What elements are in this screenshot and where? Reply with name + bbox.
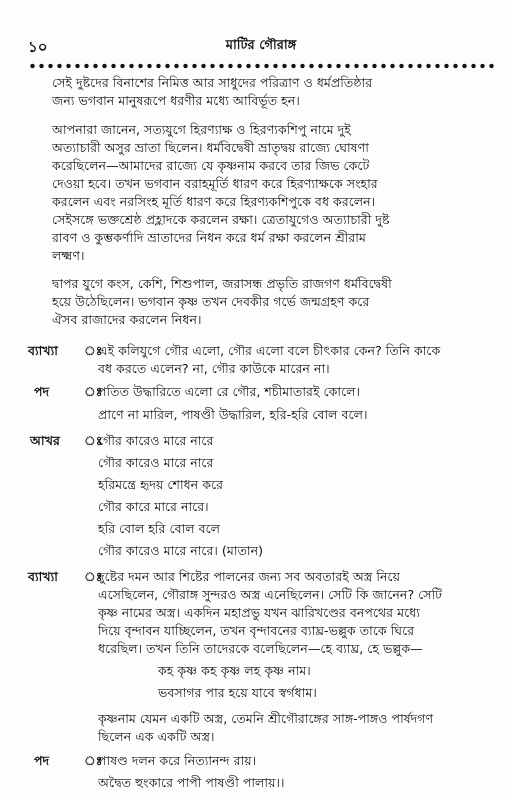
body-line: করলেন এবং নরসিংহ মূর্তি ধারণ করে হিরণ্যকশিপুকে বধ করলেন। bbox=[52, 194, 376, 209]
body-line: দ্বাপর যুগে কংস, কেশি, শিশুপাল, জরাসন্ধ প্রভৃতি রাজগণ ধর্মবিদ্বেষী bbox=[52, 276, 392, 291]
body-line: অত্যাচারী অসুর ভ্রাতা ছিলেন। ধর্মবিদ্বেষী ভ্রাতৃদ্বয় রাজ্যে ঘোষণা bbox=[52, 140, 369, 155]
body-line: আপনারা জানেন, সত্যযুগে হিরণ্যাক্ষ ও হিরণ্যকশিপু নামে দুই bbox=[52, 122, 351, 137]
page-header bbox=[28, 36, 494, 56]
verse-line: কহ কৃষ্ণ কহ কৃষ্ণ লহ কৃষ্ণ নাম। bbox=[158, 663, 311, 678]
section-label-vyakhya: ব্যাখ্যা bbox=[28, 569, 58, 584]
verse-line: হরি বোল হরি বোল বলে bbox=[98, 521, 221, 536]
verse-line: অদ্বৈত হুংকারে পাপী পাষণ্ডী পালায়।। bbox=[98, 775, 285, 790]
verse-line: গৌর কারেও মারে নারে। (মাতান) bbox=[98, 543, 264, 558]
verse-line: ভবসাগর পার হয়ে যাবে স্বর্গধাম। bbox=[158, 685, 317, 700]
body-line: কৃষ্ণনাম যেমন একটি অস্ত্র, তেমনি শ্রীগৌরাঙ্গের সাঙ্গ-পাঙ্গও পার্ষদগণ bbox=[98, 711, 434, 726]
label-colon: ঃ bbox=[84, 753, 103, 768]
page-number: ১০ bbox=[28, 38, 48, 56]
body-line: দেওয়া হবে। তখন ভগবান বরাহমূর্তি ধারণ করে হিরণ্যাক্ষকে সংহার bbox=[52, 176, 378, 191]
body-line: লক্ষ্মণ। bbox=[52, 248, 85, 263]
label-colon: ঃ bbox=[84, 433, 103, 448]
verse-line: গৌর কারে মারে নারে। bbox=[98, 499, 209, 514]
verse-line: পাষণ্ড দলন করে নিত্যানন্দ রায়। bbox=[98, 753, 257, 768]
body-line: সেই দুষ্টদের বিনাশের নিমিত্ত আর সাধুদের পরিত্রাণ ও ধর্মপ্রতিষ্ঠার bbox=[52, 75, 373, 90]
body-line: কৃষ্ণ নামের অস্ত্র। একদিন মহাপ্রভু যখন ঝারিখণ্ডের বনপথের মধ্যে bbox=[98, 605, 420, 620]
body-line: করেছিলেন—আমাদের রাজ্যে যে কৃষ্ণনাম করবে তার জিভ কেটে bbox=[52, 158, 370, 173]
body-line: সেইসঙ্গে ভক্তশ্রেষ্ঠ প্রহ্লাদকে করলেন রক্ষা। ত্রেতাযুগেও অত্যাচারী দুষ্ট bbox=[52, 212, 390, 227]
body-line: ধরেছিল। তখন তিনি তাদেরকে বলেছিলেন—হে ব্যাঘ্র, হে ভল্লুক— bbox=[98, 641, 423, 656]
dotted-divider bbox=[28, 63, 496, 69]
body-line: ছিলেন এক একটি অস্ত্র। bbox=[98, 729, 215, 744]
section-label-vyakhya: ব্যাখ্যা bbox=[28, 343, 58, 358]
body-line: এসেছিলেন, গৌরাঙ্গ সুন্দরও অস্ত্র এনেছিলেন। সেটি কি জানেন? সেটি bbox=[98, 587, 443, 602]
body-line: দুষ্টের দমন আর শিষ্টের পালনের জন্য সব অবতারই অস্ত্র নিয়ে bbox=[98, 569, 401, 584]
label-colon: ঃ bbox=[84, 384, 103, 399]
label-colon: ঃ bbox=[84, 569, 103, 584]
verse-line: গৌর কারেও মারে নারে bbox=[98, 455, 214, 470]
body-line: রাবণ ও কুম্ভকর্ণাদি ভ্রাতাদের নিধন করে ধর্ম রক্ষা করলেন শ্রীরাম bbox=[52, 230, 366, 245]
body-line: হয়ে উঠেছিলেন। ভগবান কৃষ্ণ তখন দেবকীর গর্ভে জন্মগ্রহণ করে bbox=[52, 294, 370, 309]
body-line: দিয়ে বৃন্দাবন যাচ্ছিলেন, তখন বৃন্দাবনের ব্যাঘ্র-ভল্লুক তাকে ঘিরে bbox=[98, 623, 415, 638]
verse-line: হরিমন্ত্রে হৃদয় শোধন করে bbox=[98, 477, 223, 492]
body-line: জন্য ভগবান মানুষরূপে ধরণীর মধ্যে আবির্ভূত হন। bbox=[52, 93, 300, 108]
verse-line: গৌর কারেও মারে নারে bbox=[98, 433, 214, 448]
section-label-pad: পদ bbox=[34, 384, 50, 399]
body-line: ঐসব রাজাদের করলেন নিধন। bbox=[52, 312, 202, 327]
body-line: এই কলিযুগে গৌর এলো, গৌর এলো বলে চীৎকার কেন? তিনি কাকে bbox=[98, 343, 441, 358]
section-label-akhar: আখর bbox=[30, 433, 60, 448]
label-colon: ঃ bbox=[84, 343, 103, 358]
body-line: বধ করতে এলেন? না, গৌর কাউকে মারেন না। bbox=[98, 361, 330, 376]
verse-line: প্রাণে না মারিল, পাষণ্ডী উদ্ধারিল, হরি-হরি বোল বলে। bbox=[98, 407, 368, 422]
section-label-pad: পদ bbox=[34, 753, 50, 768]
verse-line: পতিত উদ্ধারিতে এলো রে গৌর, শচীমাতারই কোলে। bbox=[98, 384, 361, 399]
running-title: মাটির গৌরাঙ্গ bbox=[225, 38, 297, 53]
